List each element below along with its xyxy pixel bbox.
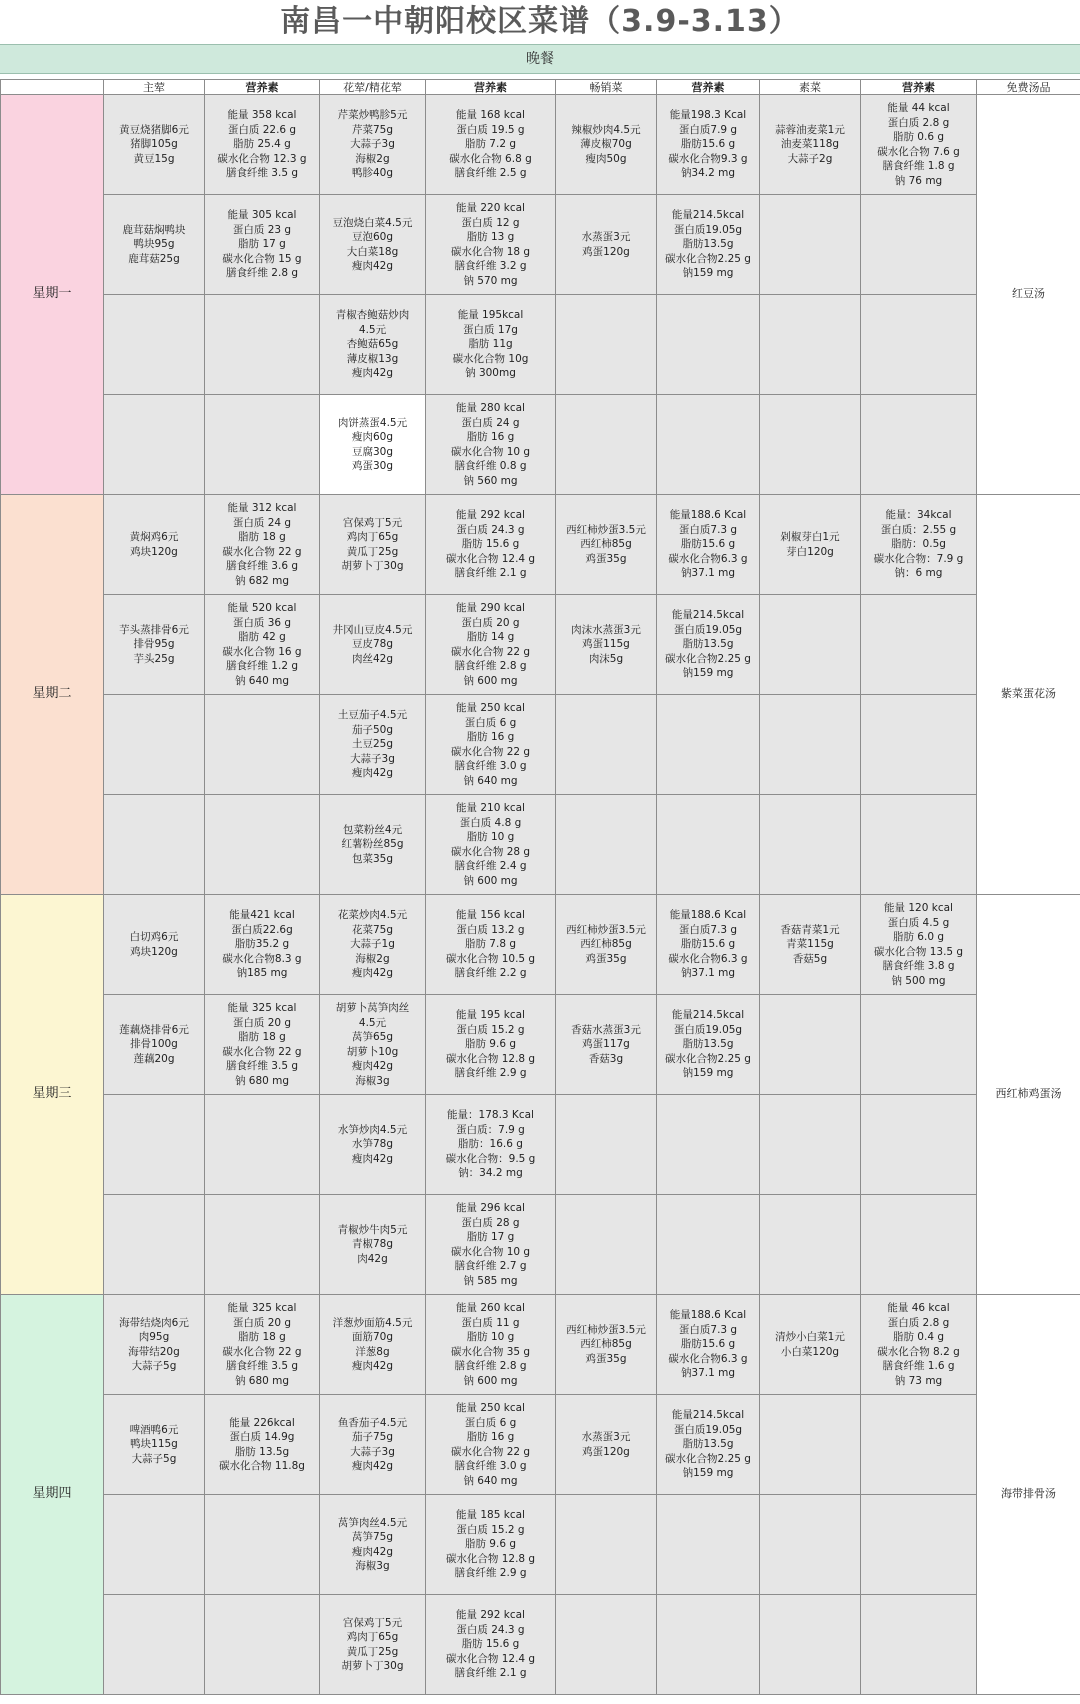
mixed-meat-cell: 宫保鸡丁5元 鸡肉丁65g 黄瓜丁25g 胡萝卜丁30g [320,495,426,595]
main-meat-nutrition-cell: 能量 358 kcal 蛋白质 22.6 g 脂肪 25.4 g 碳水化合物 12.3 g 膳食纤维 3.5 g [205,95,320,195]
main-meat-cell [104,1195,205,1295]
main-meat-cell: 海带结烧肉6元 肉95g 海带结20g 大蒜子5g [104,1295,205,1395]
free-soup-cell: 紫菜蛋花汤 [977,495,1080,895]
best-seller-nutrition-cell: 能量188.6 Kcal 蛋白质7.3 g 脂肪15.6 g 碳水化合物6.3 g 钠37.1 mg [657,895,760,995]
free-soup-cell: 海带排骨汤 [977,1295,1080,1695]
menu-table [0,79,1080,1695]
mixed-meat-cell: 青椒炒牛肉5元 青椒78g 肉42g [320,1195,426,1295]
header-cell: 素菜 [760,80,861,95]
best-seller-cell [556,1095,657,1195]
vegetable-nutrition-cell [861,1595,977,1695]
main-meat-cell: 芋头蒸排骨6元 排骨95g 芋头25g [104,595,205,695]
mixed-meat-nutrition-cell: 能量 292 kcal 蛋白质 24.3 g 脂肪 15.6 g 碳水化合物 12.4 g 膳食纤维 2.1 g [426,1595,556,1695]
main-meat-cell: 黄焖鸡6元 鸡块120g [104,495,205,595]
mixed-meat-nutrition-cell: 能量 168 kcal 蛋白质 19.5 g 脂肪 7.2 g 碳水化合物 6.8 g 膳食纤维 2.5 g [426,95,556,195]
day-label: 星期四 [1,1295,104,1695]
mixed-meat-nutrition-cell: 能量 250 kcal 蛋白质 6 g 脂肪 16 g 碳水化合物 22 g 膳食纤维 3.0 g 钠 640 mg [426,695,556,795]
vegetable-cell: 剁椒芽白1元 芽白120g [760,495,861,595]
vegetable-nutrition-cell: 能量 120 kcal 蛋白质 4.5 g 脂肪 6.0 g 碳水化合物 13.5 g 膳食纤维 3.8 g 钠 500 mg [861,895,977,995]
mixed-meat-cell: 包菜粉丝4元 红薯粉丝85g 包菜35g [320,795,426,895]
main-meat-nutrition-cell [205,1195,320,1295]
vegetable-nutrition-cell [861,595,977,695]
mixed-meat-cell: 鱼香茄子4.5元 茄子75g 大蒜子3g 瘦肉42g [320,1395,426,1495]
main-meat-nutrition-cell [205,695,320,795]
best-seller-cell: 西红柿炒蛋3.5元 西红柿85g 鸡蛋35g [556,1295,657,1395]
vegetable-cell [760,795,861,895]
mixed-meat-nutrition-cell: 能量 195 kcal 蛋白质 15.2 g 脂肪 9.6 g 碳水化合物 12.8 g 膳食纤维 2.9 g [426,995,556,1095]
mixed-meat-nutrition-cell: 能量 292 kcal 蛋白质 24.3 g 脂肪 15.6 g 碳水化合物 12.4 g 膳食纤维 2.1 g [426,495,556,595]
best-seller-cell [556,695,657,795]
main-meat-cell: 黄豆烧猪脚6元 猪脚105g 黄豆15g [104,95,205,195]
best-seller-nutrition-cell [657,795,760,895]
header-row [1,80,1080,95]
main-meat-cell [104,295,205,395]
menu-row [1,1095,1080,1195]
main-meat-nutrition-cell: 能量 226kcal 蛋白质 14.9g 脂肪 13.5g 碳水化合物 11.8g [205,1395,320,1495]
vegetable-cell [760,1195,861,1295]
mixed-meat-cell: 花菜炒肉4.5元 花菜75g 大蒜子1g 海椒2g 瘦肉42g [320,895,426,995]
best-seller-cell [556,1495,657,1595]
menu-row [1,395,1080,495]
menu-row [1,895,1080,995]
vegetable-cell [760,195,861,295]
mixed-meat-cell: 芹菜炒鸭胗5元 芹菜75g 大蒜子3g 海椒2g 鸭胗40g [320,95,426,195]
menu-row [1,295,1080,395]
best-seller-nutrition-cell: 能量188.6 Kcal 蛋白质7.3 g 脂肪15.6 g 碳水化合物6.3 g 钠37.1 mg [657,495,760,595]
mixed-meat-cell: 水笋炒肉4.5元 水笋78g 瘦肉42g [320,1095,426,1195]
main-meat-cell [104,1595,205,1695]
main-meat-cell [104,1495,205,1595]
vegetable-nutrition-cell [861,995,977,1095]
main-meat-cell [104,795,205,895]
best-seller-cell [556,1595,657,1695]
header-cell: 免费汤品 [977,80,1080,95]
main-meat-cell [104,395,205,495]
page-title: 南昌一中朝阳校区菜谱（3.9-3.13） [0,0,1080,44]
day-label: 星期一 [1,95,104,495]
main-meat-cell: 鹿茸菇焖鸭块 鸭块95g 鹿茸菇25g [104,195,205,295]
vegetable-nutrition-cell [861,1195,977,1295]
best-seller-cell [556,295,657,395]
vegetable-nutrition-cell [861,1095,977,1195]
main-meat-cell: 白切鸡6元 鸡块120g [104,895,205,995]
best-seller-cell [556,395,657,495]
best-seller-nutrition-cell: 能量188.6 Kcal 蛋白质7.3 g 脂肪15.6 g 碳水化合物6.3 g 钠37.1 mg [657,1295,760,1395]
best-seller-nutrition-cell: 能量214.5kcal 蛋白质19.05g 脂肪13.5g 碳水化合物2.25 g 钠159 mg [657,1395,760,1495]
vegetable-cell [760,395,861,495]
best-seller-cell: 西红柿炒蛋3.5元 西红柿85g 鸡蛋35g [556,895,657,995]
header-day-corner [1,80,104,95]
best-seller-cell: 辣椒炒肉4.5元 薄皮椒70g 瘦肉50g [556,95,657,195]
vegetable-nutrition-cell [861,395,977,495]
best-seller-cell [556,1195,657,1295]
mixed-meat-cell: 土豆茄子4.5元 茄子50g 土豆25g 大蒜子3g 瘦肉42g [320,695,426,795]
mixed-meat-nutrition-cell: 能量 290 kcal 蛋白质 20 g 脂肪 14 g 碳水化合物 22 g 膳食纤维 2.8 g 钠 600 mg [426,595,556,695]
vegetable-cell [760,695,861,795]
day-label: 星期三 [1,895,104,1295]
mixed-meat-cell: 井冈山豆皮4.5元 豆皮78g 肉丝42g [320,595,426,695]
vegetable-nutrition-cell [861,795,977,895]
mixed-meat-cell: 宫保鸡丁5元 鸡肉丁65g 黄瓜丁25g 胡萝卜丁30g [320,1595,426,1695]
best-seller-cell: 西红柿炒蛋3.5元 西红柿85g 鸡蛋35g [556,495,657,595]
mixed-meat-nutrition-cell: 能量 296 kcal 蛋白质 28 g 脂肪 17 g 碳水化合物 10 g 膳食纤维 2.7 g 钠 585 mg [426,1195,556,1295]
main-meat-nutrition-cell: 能量 325 kcal 蛋白质 20 g 脂肪 18 g 碳水化合物 22 g 膳食纤维 3.5 g 钠 680 mg [205,995,320,1095]
mixed-meat-cell: 胡萝卜莴笋肉丝 4.5元 莴笋65g 胡萝卜10g 瘦肉42g 海椒3g [320,995,426,1095]
best-seller-cell: 肉沫水蒸蛋3元 鸡蛋115g 肉沫5g [556,595,657,695]
main-meat-nutrition-cell [205,295,320,395]
menu-row [1,195,1080,295]
mixed-meat-nutrition-cell: 能量 210 kcal 蛋白质 4.8 g 脂肪 10 g 碳水化合物 28 g 膳食纤维 2.4 g 钠 600 mg [426,795,556,895]
menu-row [1,595,1080,695]
best-seller-nutrition-cell [657,395,760,495]
vegetable-nutrition-cell [861,195,977,295]
best-seller-nutrition-cell [657,1095,760,1195]
menu-row [1,1195,1080,1295]
vegetable-nutrition-cell: 能量 46 kcal 蛋白质 2.8 g 脂肪 0.4 g 碳水化合物 8.2 g 膳食纤维 1.6 g 钠 73 mg [861,1295,977,1395]
best-seller-nutrition-cell: 能量214.5kcal 蛋白质19.05g 脂肪13.5g 碳水化合物2.25 g 钠159 mg [657,995,760,1095]
main-meat-nutrition-cell [205,1595,320,1695]
best-seller-nutrition-cell: 能量198.3 Kcal 蛋白质7.9 g 脂肪15.6 g 碳水化合物9.3 g 钠34.2 mg [657,95,760,195]
mixed-meat-nutrition-cell: 能量 280 kcal 蛋白质 24 g 脂肪 16 g 碳水化合物 10 g 膳食纤维 0.8 g 钠 560 mg [426,395,556,495]
best-seller-cell: 香菇水蒸蛋3元 鸡蛋117g 香菇3g [556,995,657,1095]
header-cell: 花荤/精花荤 [320,80,426,95]
vegetable-cell [760,1395,861,1495]
mixed-meat-nutrition-cell: 能量 250 kcal 蛋白质 6 g 脂肪 16 g 碳水化合物 22 g 膳食纤维 3.0 g 钠 640 mg [426,1395,556,1495]
best-seller-cell: 水蒸蛋3元 鸡蛋120g [556,195,657,295]
main-meat-nutrition-cell [205,395,320,495]
header-cell: 营养素 [657,80,760,95]
vegetable-cell: 蒜蓉油麦菜1元 油麦菜118g 大蒜子2g [760,95,861,195]
mixed-meat-cell: 洋葱炒面筋4.5元 面筋70g 洋葱8g 瘦肉42g [320,1295,426,1395]
vegetable-cell [760,295,861,395]
main-meat-nutrition-cell: 能量 305 kcal 蛋白质 23 g 脂肪 17 g 碳水化合物 15 g 膳食纤维 2.8 g [205,195,320,295]
menu-row [1,1595,1080,1695]
menu-row [1,495,1080,595]
meal-subtitle: 晚餐 [0,44,1080,74]
best-seller-nutrition-cell [657,1495,760,1595]
mixed-meat-cell: 豆泡烧白菜4.5元 豆泡60g 大白菜18g 瘦肉42g [320,195,426,295]
best-seller-cell [556,795,657,895]
menu-row [1,995,1080,1095]
menu-row [1,695,1080,795]
main-meat-nutrition-cell: 能量 520 kcal 蛋白质 36 g 脂肪 42 g 碳水化合物 16 g 膳食纤维 1.2 g 钠 640 mg [205,595,320,695]
vegetable-cell [760,1595,861,1695]
header-cell: 营养素 [861,80,977,95]
vegetable-cell: 清炒小白菜1元 小白菜120g [760,1295,861,1395]
vegetable-cell: 香菇青菜1元 青菜115g 香菇5g [760,895,861,995]
header-cell: 畅销菜 [556,80,657,95]
best-seller-cell: 水蒸蛋3元 鸡蛋120g [556,1395,657,1495]
main-meat-cell: 莲藕烧排骨6元 排骨100g 莲藕20g [104,995,205,1095]
day-label: 星期二 [1,495,104,895]
main-meat-nutrition-cell [205,1495,320,1595]
menu-row [1,1295,1080,1395]
mixed-meat-nutrition-cell: 能量 185 kcal 蛋白质 15.2 g 脂肪 9.6 g 碳水化合物 12.8 g 膳食纤维 2.9 g [426,1495,556,1595]
best-seller-nutrition-cell [657,1195,760,1295]
main-meat-nutrition-cell: 能量421 kcal 蛋白质22.6g 脂肪35.2 g 碳水化合物8.3 g 钠185 mg [205,895,320,995]
main-meat-cell: 啤酒鸭6元 鸭块115g 大蒜子5g [104,1395,205,1495]
free-soup-cell: 红豆汤 [977,95,1080,495]
main-meat-cell [104,695,205,795]
vegetable-nutrition-cell [861,295,977,395]
vegetable-nutrition-cell [861,1495,977,1595]
vegetable-nutrition-cell: 能量：34kcal 蛋白质：2.55 g 脂肪：0.5g 碳水化合物：7.9 g 钠：6 mg [861,495,977,595]
main-meat-nutrition-cell [205,1095,320,1195]
main-meat-nutrition-cell [205,795,320,895]
free-soup-cell: 西红柿鸡蛋汤 [977,895,1080,1295]
best-seller-nutrition-cell: 能量214.5kcal 蛋白质19.05g 脂肪13.5g 碳水化合物2.25 g 钠159 mg [657,195,760,295]
mixed-meat-nutrition-cell: 能量：178.3 Kcal 蛋白质：7.9 g 脂肪：16.6 g 碳水化合物：9.5 g 钠：34.2 mg [426,1095,556,1195]
mixed-meat-nutrition-cell: 能量 220 kcal 蛋白质 12 g 脂肪 13 g 碳水化合物 18 g 膳食纤维 3.2 g 钠 570 mg [426,195,556,295]
best-seller-nutrition-cell: 能量214.5kcal 蛋白质19.05g 脂肪13.5g 碳水化合物2.25 g 钠159 mg [657,595,760,695]
mixed-meat-cell: 莴笋肉丝4.5元 莴笋75g 瘦肉42g 海椒3g [320,1495,426,1595]
menu-row [1,1495,1080,1595]
vegetable-nutrition-cell [861,695,977,795]
menu-row [1,95,1080,195]
vegetable-nutrition-cell [861,1395,977,1495]
vegetable-cell [760,1095,861,1195]
header-cell: 营养素 [426,80,556,95]
vegetable-nutrition-cell: 能量 44 kcal 蛋白质 2.8 g 脂肪 0.6 g 碳水化合物 7.6 g 膳食纤维 1.8 g 钠 76 mg [861,95,977,195]
mixed-meat-nutrition-cell: 能量 156 kcal 蛋白质 13.2 g 脂肪 7.8 g 碳水化合物 10.5 g 膳食纤维 2.2 g [426,895,556,995]
menu-row [1,795,1080,895]
mixed-meat-cell: 肉饼蒸蛋4.5元 瘦肉60g 豆腐30g 鸡蛋30g [320,395,426,495]
vegetable-cell [760,1495,861,1595]
main-meat-nutrition-cell: 能量 312 kcal 蛋白质 24 g 脂肪 18 g 碳水化合物 22 g 膳食纤维 3.6 g 钠 682 mg [205,495,320,595]
mixed-meat-nutrition-cell: 能量 260 kcal 蛋白质 11 g 脂肪 10 g 碳水化合物 35 g 膳食纤维 2.8 g 钠 600 mg [426,1295,556,1395]
main-meat-cell [104,1095,205,1195]
best-seller-nutrition-cell [657,695,760,795]
header-cell: 主荤 [104,80,205,95]
best-seller-nutrition-cell [657,295,760,395]
best-seller-nutrition-cell [657,1595,760,1695]
menu-row [1,1395,1080,1495]
mixed-meat-cell: 青椒杏鲍菇炒肉 4.5元 杏鲍菇65g 薄皮椒13g 瘦肉42g [320,295,426,395]
vegetable-cell [760,595,861,695]
header-cell: 营养素 [205,80,320,95]
mixed-meat-nutrition-cell: 能量 195kcal 蛋白质 17g 脂肪 11g 碳水化合物 10g 钠 300mg [426,295,556,395]
vegetable-cell [760,995,861,1095]
menu-body [1,95,1080,1695]
main-meat-nutrition-cell: 能量 325 kcal 蛋白质 20 g 脂肪 18 g 碳水化合物 22 g 膳食纤维 3.5 g 钠 680 mg [205,1295,320,1395]
